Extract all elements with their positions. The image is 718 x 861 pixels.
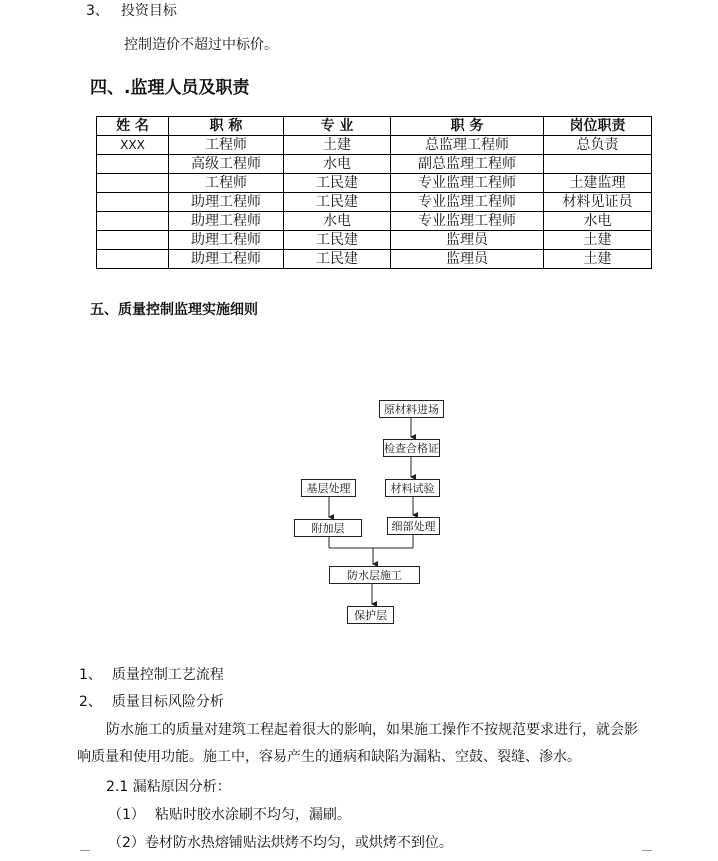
cause-item-1-text: 粘贴时胶水涂刷不均匀，漏刷。 [154,807,351,823]
cell-position: 监理员 [391,250,544,269]
cell-specialty: 土建 [284,136,391,155]
cell-title: 工程师 [169,136,284,155]
section3-number: 3、 [86,3,109,19]
cell-duty: 总负责 [544,136,652,155]
cell-title: 工程师 [169,174,284,193]
col-header-position: 职 务 [391,117,544,136]
cell-title: 助理工程师 [169,250,284,269]
flow-raw-material-box: 原材料进场 [379,400,444,418]
flow-detail-treatment-box: 细部处理 [387,517,440,535]
cell-duty: 水电 [544,212,652,231]
cell-title: 助理工程师 [169,231,284,250]
risk-paragraph-line-1: 防水施工的质量对建筑工程起着很大的影响，如果施工操作不按规范要求进行，就会影 [106,722,638,738]
cell-specialty: 水电 [284,155,391,174]
cause-item-2: （2）卷材防水热熔铺贴法烘烤不均匀，或烘烤不到位。 [108,835,453,851]
flow-base-treatment-box: 基层处理 [301,479,356,497]
cell-position: 监理员 [391,231,544,250]
cell-duty: 土建 [544,250,652,269]
cell-position: 专业监理工程师 [391,193,544,212]
list-item-1 [79,664,224,684]
list-item-2-number: 2、 [79,694,102,710]
section5-title: 五、质量控制监理实施细则 [90,302,258,318]
col-header-title: 职 称 [169,117,284,136]
flow-additional-layer-box: 附加层 [294,519,362,537]
list-item-1-number: 1、 [79,667,102,683]
flow-material-test-box: 材料试验 [385,479,440,497]
section3-title: 投资目标 [120,3,177,19]
cell-position: 专业监理工程师 [391,174,544,193]
list-item-2-text: 质量目标风险分析 [111,694,224,710]
risk-paragraph-line-2: 响质量和使用功能。施工中，容易产生的通病和缺陷为漏粘、空鼓、裂缝、渗水。 [77,749,581,765]
flow-waterproof-layer-box: 防水层施工 [329,566,420,584]
flow-check-certificate-box: 检查合格证 [383,439,440,457]
cell-title: 助理工程师 [169,212,284,231]
cell-duty: 土建 [544,231,652,250]
col-header-name: 姓 名 [97,117,169,136]
cell-specialty: 工民建 [284,250,391,269]
cell-position: 总监理工程师 [391,136,544,155]
cell-specialty: 水电 [284,212,391,231]
cause-item-1-number: （1） [108,807,145,823]
page-corner-mark-left [80,850,90,861]
cell-title: 高级工程师 [169,155,284,174]
cell-title: 助理工程师 [169,193,284,212]
list-item-1-text: 质量控制工艺流程 [111,667,224,683]
flow-protective-layer-box: 保护层 [347,606,394,624]
cell-specialty: 工民建 [284,231,391,250]
cause-item-1 [108,804,351,824]
cell-duty: 材料见证员 [544,193,652,212]
page-corner-mark-right [642,850,652,861]
cell-duty: 土建监理 [544,174,652,193]
col-header-specialty: 专 业 [284,117,391,136]
col-header-duty: 岗位职责 [544,117,652,136]
cell-specialty: 工民建 [284,193,391,212]
list-item-2 [79,691,224,711]
cell-position: 副总监理工程师 [391,155,544,174]
section4-title: 四、.监理人员及职责 [90,78,250,98]
subsection-2-1-heading: 2.1 漏粘原因分析： [106,779,231,795]
cell-position: 专业监理工程师 [391,212,544,231]
cell-name: XXX [97,136,169,155]
section3-body: 控制造价不超过中标价。 [124,37,278,53]
cell-specialty: 工民建 [284,174,391,193]
